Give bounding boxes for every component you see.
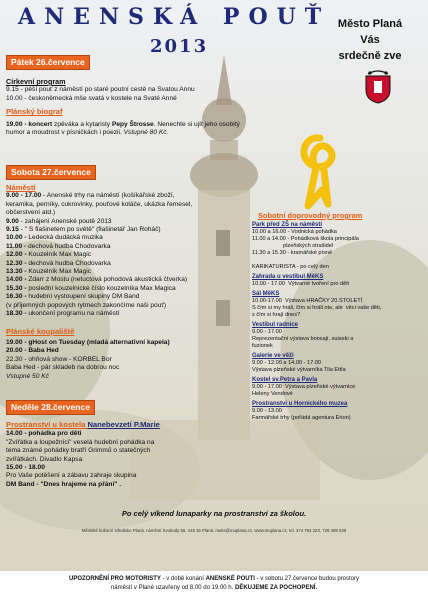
saturday-row xyxy=(6,243,256,251)
pool-heading: Plánské koupaliště xyxy=(6,326,75,336)
side-blocks xyxy=(252,222,400,422)
cinema-desc2: . Nenechte si ujít jeho osobitý xyxy=(153,120,240,128)
side-block-title: Kostel sv.Petra a Pavla xyxy=(252,377,318,383)
sunday-heading: Neděle 28.července xyxy=(6,400,95,415)
sunday-rows xyxy=(6,430,256,489)
row-time: 14.00 - xyxy=(6,276,27,284)
church-program-heading: Církevní program xyxy=(6,77,66,86)
notice-text-c: náměstí v Plané uzavřeny od 8.00 do 19.00 h. xyxy=(110,585,235,591)
row-text: keramika, perníky, cukrovinky, pouťové koláče, ukázka řemesel, xyxy=(6,200,193,208)
notice-bold-b: ANENSKÉ POUTI xyxy=(205,576,255,582)
cinema-concert-2 xyxy=(6,129,256,137)
side-block-line: 10.00 a 16.00 - Vodnická pohádka xyxy=(252,229,337,235)
square-heading: Náměstí xyxy=(6,183,36,192)
side-block-line: 10.00 - 17.00 Výtvarné tvoření pro děti xyxy=(252,281,350,287)
saturday-row xyxy=(6,209,256,217)
row-time: 13.30 - xyxy=(6,268,27,276)
notice-line-1 xyxy=(0,575,428,584)
saturday-row xyxy=(6,192,256,200)
row-text: hudební vystoupení skupiny DM Band xyxy=(26,293,140,301)
city-line2: Vás xyxy=(360,34,380,46)
notice-bold-c: DĚKUJEME ZA POCHOPENÍ. xyxy=(234,585,318,591)
cinema-time: 19.00 xyxy=(6,120,23,128)
sunday-venue xyxy=(6,421,256,430)
sunday-section xyxy=(6,400,256,489)
row-text: dechová hudba Chodovarka xyxy=(26,242,111,250)
city-name: Město Planá xyxy=(337,18,403,30)
pool-row: Baba Hed - pár skladeb na dobrou noc xyxy=(6,364,120,372)
side-block-line: Heleny Vendové xyxy=(252,391,293,397)
sunday-row: 15.00 - 18.00 xyxy=(6,464,45,472)
side-program xyxy=(252,212,400,422)
row-time: 9.15 xyxy=(6,226,19,234)
row-time: 9.00 xyxy=(6,217,19,225)
coat-of-arms-icon xyxy=(364,70,392,104)
city-invitation xyxy=(320,16,420,64)
row-time: 16.30 - xyxy=(6,293,27,301)
side-block-line: s čím si hrají dnes? xyxy=(252,312,301,318)
row-text: Kouzelník Max Magic xyxy=(26,251,92,259)
saturday-row xyxy=(6,302,256,310)
pool-rows xyxy=(6,339,256,381)
side-block-title: Zahrada u vestibul MěKS xyxy=(252,274,324,280)
pool-row: 19.00 - gHost on Tuesday (mladá alternativní kapela) xyxy=(6,338,170,346)
saturday-section xyxy=(6,165,256,381)
side-block-line: 10.00-17.00 Výstava HRAČKY 20.STOLETÍ xyxy=(252,298,363,304)
side-block-line: KARIKATURISTA - po celý den xyxy=(252,264,329,270)
friday-heading: Pátek 26.července xyxy=(6,55,90,70)
pool-row: Vstupné 50 Kč xyxy=(6,372,49,380)
saturday-row xyxy=(6,251,256,259)
event-title: ANENSKÁ POUŤ xyxy=(18,4,331,30)
saturday-row xyxy=(6,226,256,234)
row-text: Ledecká dudácká muzika xyxy=(26,234,103,242)
side-block-line: Reprezentační výstava bonsají, suiseki a xyxy=(252,336,354,342)
lunapark-note: Po celý víkend lunaparky na prostranství za školou. xyxy=(121,509,307,518)
row-text: - zahájení Anenské poutě 2013 xyxy=(18,217,112,225)
yellow-ribbon-icon xyxy=(288,130,358,210)
side-block-title: Prostranství u Hornického muzea xyxy=(252,401,348,407)
sunday-venue-b: Nanebevzetí P.Marie xyxy=(87,420,160,429)
saturday-row xyxy=(6,310,256,318)
row-time: 9.00 - 17.00 xyxy=(6,192,42,200)
notice-line-2 xyxy=(0,584,428,593)
sunday-row: DM Band - "Dnes hrajeme na přání" . xyxy=(6,480,122,488)
side-block-title: Sál MěKS xyxy=(252,291,280,297)
saturday-row xyxy=(6,260,256,268)
side-block-line: S čím si my hráli, čím si hráli ote, ale věci vaše děti, xyxy=(252,305,382,311)
row-text: - Anenské trhy na náměstí (košíkářské zboží, xyxy=(41,192,175,200)
friday-row: 9.15 - pěší pouť z náměstí po staré poutní cestě na Svatou Annu xyxy=(6,86,195,94)
friday-row: 10.00 - českoněmecká mše svatá v kostele na Svaté Anně xyxy=(6,94,177,102)
cinema-concert xyxy=(6,121,256,129)
row-time: 12.00 - xyxy=(6,251,27,259)
sunday-row: "Zvířátka a loupežníci" veselá hudební pohádka na xyxy=(6,438,155,446)
notice-text-a: - v době konání xyxy=(160,576,206,582)
sunday-row: Pro Vaše potěšení a zábavu zahraje skupina xyxy=(6,472,137,480)
notice-bold-a: UPOZORNĚNÍ PRO MOTORISTY xyxy=(68,576,161,582)
city-line3: srdečně zve xyxy=(338,50,402,62)
cinema-price: Vstupné 80 Kč. xyxy=(123,129,169,137)
saturday-row xyxy=(6,234,256,242)
saturday-row xyxy=(6,285,256,293)
saturday-row xyxy=(6,276,256,284)
row-time: 18.30 - xyxy=(6,310,27,318)
row-text: občerstvení atd.) xyxy=(6,209,56,217)
pool-row: 20.00 - Baba Hed xyxy=(6,347,59,355)
side-block-line: 9.00 - 17.00 Výstava plzeňské výtvarnice xyxy=(252,384,356,390)
cinema-performer: Pepy Štrosse xyxy=(111,120,154,128)
side-block-line: 9.00 - 12.00 a 14.00 - 17.00 xyxy=(252,360,322,366)
side-block-line xyxy=(252,257,400,264)
side-block-line: fuzionek xyxy=(252,343,273,349)
row-text: ukončení programu na náměstí xyxy=(26,310,120,318)
side-block-line: Výstava plzeňské výtvarníka Tila Ettla xyxy=(252,367,346,373)
motorist-notice xyxy=(0,571,428,600)
sunday-row: téma známé pohádky bratří Grimmů o statečných xyxy=(6,447,151,455)
cinema-desc: zpěváka a kytaristy xyxy=(52,120,112,128)
notice-text-b: - v sobotu 27.července budou prostory xyxy=(254,576,359,582)
side-program-heading: Sobotní doprovodný program xyxy=(258,211,363,220)
side-block-title: Galerie ve věži xyxy=(252,353,294,359)
side-block-line: 9.00 - 17.00 xyxy=(252,329,282,335)
row-text: (v příjemných popových rytmech zakončíme naši pouť) xyxy=(6,301,167,309)
row-time: 15.30 - xyxy=(6,284,27,292)
saturday-rows xyxy=(6,192,256,318)
cinema-desc3: humor a moudrost v písničkách i poezii. xyxy=(6,129,124,137)
row-text: poslední kouzelnické číslo kouzelníka Max Magica xyxy=(26,284,176,292)
row-text: Kouzelník Max Magic xyxy=(26,268,92,276)
cinema-heading: Plánský biograf xyxy=(6,107,63,117)
side-block-line: Farmářské trhy (pořádá agentura Erion) xyxy=(252,415,351,421)
saturday-heading: Sobota 27.července xyxy=(6,165,96,180)
side-block-line: 11.00 a 14.00 - Pohádková škola principála xyxy=(252,236,359,242)
sunday-row: 14.00 - pohádka pro děti xyxy=(6,430,82,438)
sunday-venue-a: Prostranství u kostela xyxy=(6,420,88,429)
side-block-line: 11.30 a 15.30 - kramářské písně xyxy=(252,250,333,256)
row-time: 10.00 - xyxy=(6,234,27,242)
row-text: Zdarr z Mostu (netuctová pohodová akustická čtverka) xyxy=(26,276,188,284)
saturday-row xyxy=(6,293,256,301)
row-text: dechová hudba Chodovarka xyxy=(26,259,111,267)
side-block-line: 9.00 - 13.00 xyxy=(252,408,282,414)
saturday-row xyxy=(6,201,256,209)
saturday-row xyxy=(6,268,256,276)
event-year: 2013 xyxy=(150,36,209,57)
cinema-label: - koncert xyxy=(22,120,53,128)
side-block-title: Vestibul radnice xyxy=(252,322,299,328)
friday-section xyxy=(6,55,256,137)
side-block-line: plzeňských strašidel xyxy=(252,243,334,249)
side-block-title: Park před ZŠ na náměstí xyxy=(252,222,323,228)
pool-row: 22.30 - ohňová show - KORBEL Bor xyxy=(6,355,112,363)
sunday-row: zvířátkách. Divadlo Kapsa xyxy=(6,455,83,463)
row-time: 11.00 - xyxy=(6,242,27,250)
row-text: - " S flašinetem po světě" (flašinetář Jan Roháč) xyxy=(18,226,161,234)
row-time: 12.30 - xyxy=(6,259,27,267)
organizer-contact: Městské kulturní středisko Planá, náměstí Svobody 56, 348 15 Planá, meks@muplana.cz, www.muplana.cz, tel. 374 794 223, 728 488 038 xyxy=(81,528,347,533)
saturday-row xyxy=(6,218,256,226)
